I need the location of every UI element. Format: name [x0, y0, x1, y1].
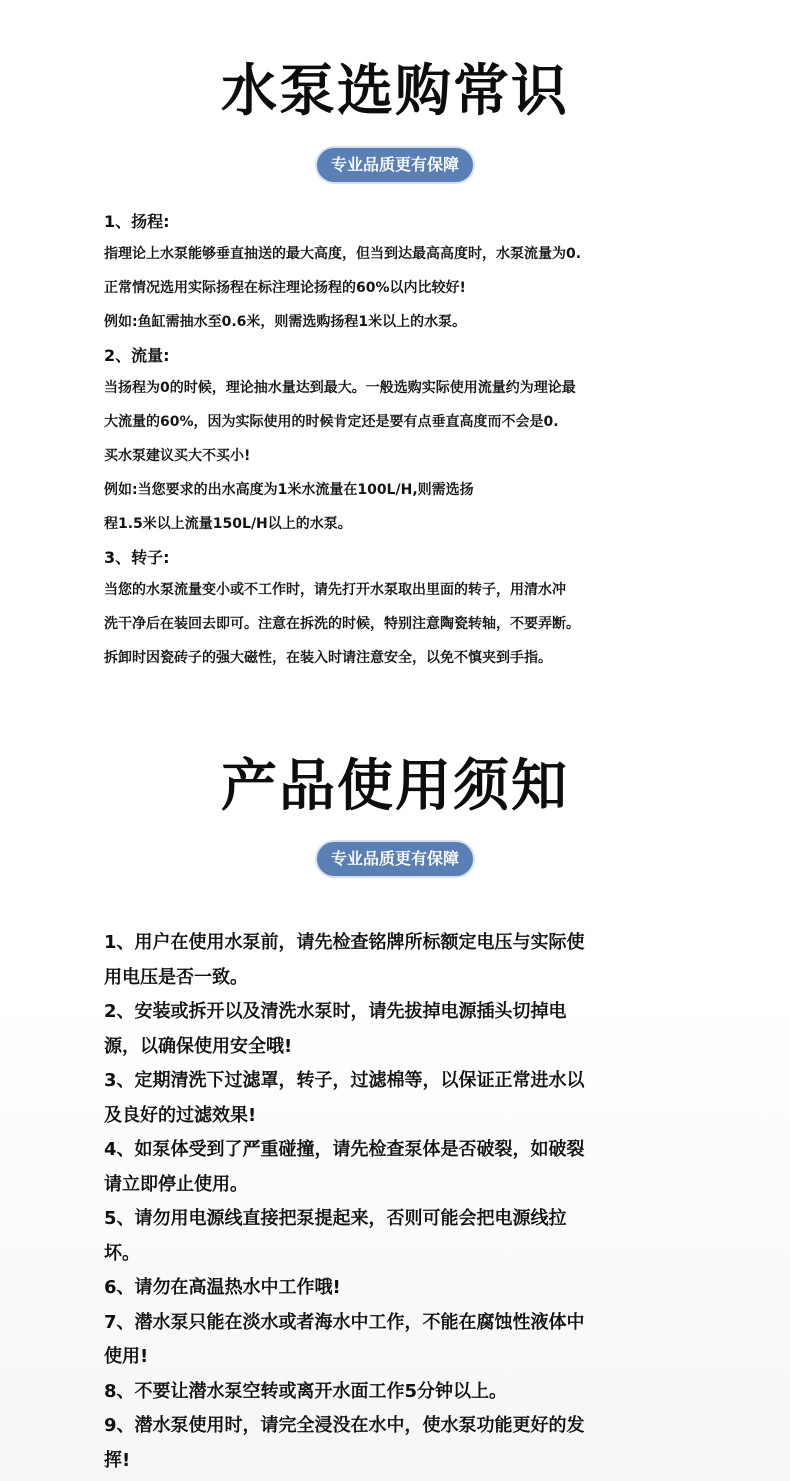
group-line: 拆卸时因瓷砖子的强大磁性，在装入时请注意安全，以免不慎夹到手指。 — [104, 650, 552, 666]
section1-group-rotor — [104, 543, 744, 675]
group-line: 大流量的60%，因为实际使用的时候肯定还是要有点垂直高度而不会是0. — [104, 414, 559, 430]
notice-line: 4、如泵体受到了严重碰撞，请先检查泵体是否破裂，如破裂 — [104, 1139, 585, 1160]
group-line: 程1.5米以上流量150L/H以上的水泵。 — [104, 516, 352, 532]
group-line: 正常情况选用实际扬程在标注理论扬程的60%以内比较好! — [104, 280, 466, 296]
section1-group-head — [104, 207, 744, 339]
notice-line: 7、潜水泵只能在淡水或者海水中工作，不能在腐蚀性液体中 — [104, 1311, 585, 1333]
section1-group-flow — [104, 341, 744, 541]
group-line: 例如:鱼缸需抽水至0.6米，则需选购扬程1米以上的水泵。 — [104, 314, 467, 330]
notice-line: 使用! — [104, 1346, 149, 1367]
group-line: 例如:当您要求的出水高度为1米水流量在100L/H,则需选扬 — [104, 482, 474, 498]
notice-line: 3、定期清洗下过滤罩，转子，过滤棉等，以保证正常进水以 — [104, 1070, 585, 1091]
group-heading: 2、流量: — [104, 346, 170, 365]
section1-quality-badge: 专业品质更有保障 — [317, 148, 473, 182]
group-heading: 3、转子: — [104, 548, 170, 567]
group-line: 买水泵建议买大不买小! — [104, 448, 251, 464]
group-line: 指理论上水泵能够垂直抽送的最大高度，但当到达最高高度时，水泵流量为0. — [104, 246, 582, 262]
notice-line: 1、用户在使用水泵前，请先检查铭牌所标额定电压与实际使 — [104, 932, 585, 953]
group-line: 洗干净后在装回去即可。注意在拆洗的时候，特别注意陶瓷转轴，不要弄断。 — [104, 616, 580, 632]
notice-line: 2、安装或拆开以及清洗水泵时，请先拔掉电源插头切掉电 — [104, 1001, 567, 1022]
notice-line: 9、潜水泵使用时，请完全浸没在水中，使水泵功能更好的发 — [104, 1415, 585, 1436]
notice-line: 源，以确保使用安全哦! — [104, 1035, 293, 1057]
group-line: 当您的水泵流量变小或不工作时，请先打开水泵取出里面的转子，用清水冲 — [104, 582, 566, 598]
notice-line: 5、请勿用电源线直接把泵提起来，否则可能会把电源线拉 — [104, 1208, 567, 1229]
notice-line: 挥! — [104, 1449, 131, 1471]
notice-line: 8、不要让潜水泵空转或离开水面工作5分钟以上。 — [104, 1380, 508, 1402]
notice-line: 请立即停止使用。 — [104, 1173, 248, 1195]
group-heading: 1、扬程: — [104, 212, 170, 231]
section2-title: 产品使用须知 — [221, 754, 569, 819]
notice-line: 用电压是否一致。 — [104, 966, 248, 988]
section2-content — [104, 926, 704, 1478]
notice-line: 及良好的过滤效果! — [104, 1104, 257, 1126]
notice-line: 坏。 — [104, 1242, 140, 1264]
section1-content — [104, 207, 744, 677]
group-line: 当扬程为0的时候，理论抽水量达到最大。一般选购实际使用流量约为理论最 — [104, 380, 576, 396]
section2-quality-badge: 专业品质更有保障 — [317, 842, 473, 876]
section1-title: 水泵选购常识 — [221, 59, 569, 124]
notice-line: 6、请勿在高温热水中工作哦! — [104, 1277, 341, 1298]
